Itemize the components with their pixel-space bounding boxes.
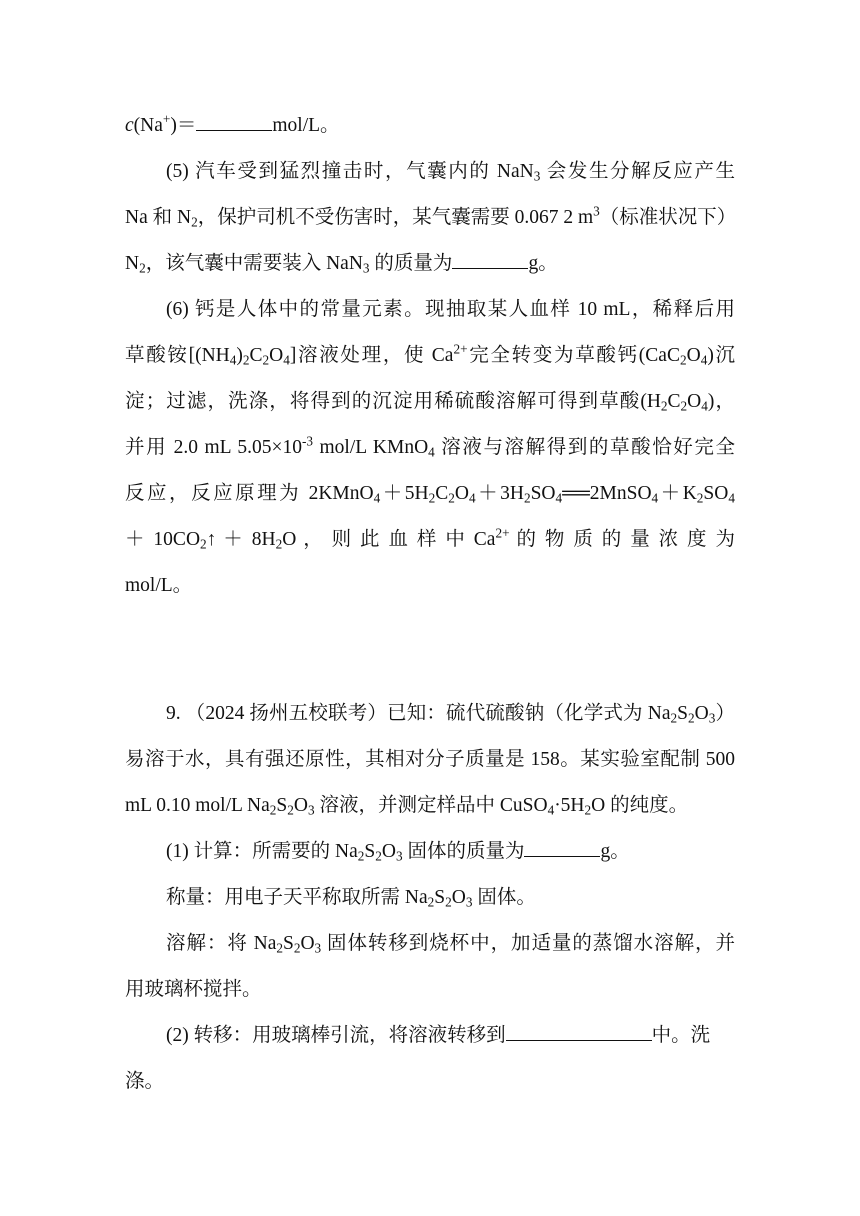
text: ＋K xyxy=(658,483,697,504)
text: 固体。 xyxy=(472,887,536,908)
text: (6) 钙是人体中的常量元素。现抽取某人血样 10 mL，稀释后用 xyxy=(166,299,735,320)
text: ＋3H xyxy=(475,483,524,504)
text: ，该气囊中需要装入 NaN xyxy=(145,253,363,274)
superscript: + xyxy=(162,111,171,127)
subscript: 2 xyxy=(357,848,365,864)
subscript: 2 xyxy=(584,802,592,818)
text: O xyxy=(686,345,701,366)
subscript: 2 xyxy=(523,490,531,506)
subscript: 4 xyxy=(701,398,708,414)
question-9-line-3 xyxy=(125,792,735,820)
subscript: 2 xyxy=(687,710,695,726)
text: g。 xyxy=(528,253,558,274)
text: SO xyxy=(530,483,556,504)
text: SO xyxy=(703,483,729,504)
answer-line-sodium-concentration xyxy=(125,112,735,140)
question-5-line-2 xyxy=(125,204,735,232)
subscript: 2 xyxy=(375,848,382,864)
text: 溶液与溶解得到的草酸恰好完全 xyxy=(434,437,735,458)
text: ·5H xyxy=(554,795,585,816)
subscript: 2 xyxy=(448,490,455,506)
question-6-line-1 xyxy=(166,296,735,324)
text: S xyxy=(282,933,294,954)
subscript: 2 xyxy=(275,536,283,552)
text: O 的纯度。 xyxy=(591,795,689,816)
question-9-dissolve-line-1 xyxy=(166,930,735,958)
answer-blank[interactable] xyxy=(452,250,528,269)
text: S xyxy=(434,887,446,908)
text: ]溶液处理，使 Ca xyxy=(289,345,454,366)
superscript: 2+ xyxy=(495,525,510,541)
subscript: 2 xyxy=(670,710,678,726)
text: mol/L KMnO xyxy=(313,437,429,458)
text: 溶液，并测定样品中 CuSO xyxy=(314,795,548,816)
subscript: 4 xyxy=(229,352,237,368)
subscript: 2 xyxy=(139,260,146,276)
text: ＋5H xyxy=(380,483,429,504)
subscript: 2 xyxy=(427,894,435,910)
subscript: 2 xyxy=(200,536,207,552)
text: S xyxy=(276,795,288,816)
text: 草酸铵[(NH xyxy=(125,345,230,366)
text: S xyxy=(677,703,688,724)
question-9-dissolve-line-2 xyxy=(125,976,735,1004)
question-9-part-2-line-2 xyxy=(125,1068,735,1096)
text: (Na xyxy=(133,115,163,136)
answer-blank[interactable] xyxy=(506,1022,652,1041)
question-5-line-1 xyxy=(166,158,735,186)
text: ══2MnSO xyxy=(562,483,652,504)
subscript: 4 xyxy=(728,490,735,506)
subscript: 2 xyxy=(428,490,436,506)
superscript: 3 xyxy=(593,203,600,219)
subscript: 2 xyxy=(242,352,250,368)
text: ↑ ＋ 8H xyxy=(206,529,276,550)
subscript: 3 xyxy=(395,848,403,864)
text: ) xyxy=(236,345,243,366)
text: 称量：用电子天平称取所需 Na xyxy=(166,887,428,908)
subscript: 4 xyxy=(373,490,381,506)
text: O xyxy=(269,345,284,366)
text: 固体转移到烧杯中，加适量的蒸馏水溶解，并 xyxy=(321,933,735,954)
text: 易溶于水，具有强还原性，其相对分子质量是 158。某实验室配制 500 xyxy=(125,749,735,770)
subscript: 3 xyxy=(362,260,370,276)
text: mol/L。 xyxy=(125,575,193,596)
text: O ， 则 此 血 样 中 Ca xyxy=(282,529,496,550)
subscript: 2 xyxy=(269,802,277,818)
subscript: 2 xyxy=(696,490,704,506)
text: )＝ xyxy=(170,115,197,136)
text: ） xyxy=(715,703,735,724)
text: 涤。 xyxy=(125,1071,165,1092)
superscript: -3 xyxy=(301,433,314,449)
text: 溶解：将 Na xyxy=(166,933,277,954)
subscript: 4 xyxy=(428,444,435,460)
text: 并用 2.0 mL 5.05×10 xyxy=(125,437,302,458)
text: 的质量为 xyxy=(369,253,453,274)
subscript: 2 xyxy=(660,398,668,414)
answer-blank[interactable] xyxy=(196,112,272,131)
text: （标准状况下） xyxy=(599,207,737,228)
subscript: 2 xyxy=(276,940,283,956)
text: O xyxy=(454,483,469,504)
text: mol/L。 xyxy=(272,115,340,136)
subscript: 2 xyxy=(191,214,198,230)
text: g。 xyxy=(600,841,630,862)
text: ＋ 10CO xyxy=(125,529,201,550)
subscript: 4 xyxy=(283,352,290,368)
text: 淀；过滤，洗涤，将得到的沉淀用稀硫酸溶解可得到草酸(H xyxy=(125,391,661,412)
subscript: 3 xyxy=(708,710,716,726)
text: c xyxy=(125,115,134,136)
subscript: 2 xyxy=(445,894,452,910)
text: C xyxy=(667,391,681,412)
subscript: 2 xyxy=(680,398,688,414)
text: O xyxy=(694,703,709,724)
text: O xyxy=(293,795,308,816)
subscript: 3 xyxy=(465,894,473,910)
question-6-line-2 xyxy=(125,342,735,370)
subscript: 4 xyxy=(651,490,659,506)
text: 9. （2024 扬州五校联考）已知：硫代硫酸钠（化学式为 Na xyxy=(166,703,671,724)
text: (5) 汽车受到猛烈撞击时，气囊内的 NaN xyxy=(166,161,534,182)
subscript: 2 xyxy=(262,352,270,368)
text: O xyxy=(381,841,396,862)
question-6-line-5 xyxy=(125,480,735,508)
text: N xyxy=(125,253,140,274)
subscript: 2 xyxy=(679,352,687,368)
question-6-line-6 xyxy=(125,526,735,554)
text: C xyxy=(249,345,263,366)
question-9-part-1 xyxy=(166,838,735,866)
question-9-part-2 xyxy=(166,1022,735,1050)
text: ，保护司机不受伤害时，某气囊需要 0.067 2 m xyxy=(197,207,594,228)
subscript: 3 xyxy=(533,168,541,184)
subscript: 4 xyxy=(468,490,476,506)
subscript: 3 xyxy=(308,802,315,818)
question-6-line-7 xyxy=(125,572,735,600)
text: mL 0.10 mol/L Na xyxy=(125,795,270,816)
superscript: 2+ xyxy=(453,341,468,357)
question-6-line-3 xyxy=(125,388,735,416)
text: 完全转变为草酸钙(CaC xyxy=(467,345,680,366)
subscript: 2 xyxy=(293,940,301,956)
text: O xyxy=(687,391,702,412)
text: 用玻璃杯搅拌。 xyxy=(125,979,262,1000)
text: O xyxy=(300,933,315,954)
question-6-line-4 xyxy=(125,434,735,462)
text: 固体的质量为 xyxy=(402,841,525,862)
answer-blank[interactable] xyxy=(524,838,600,857)
text: 会发生分解反应产生 xyxy=(540,161,735,182)
question-9-line-1 xyxy=(166,700,735,728)
subscript: 3 xyxy=(314,940,322,956)
text: 中。洗 xyxy=(651,1025,711,1046)
subscript: 4 xyxy=(547,802,555,818)
subscript: 4 xyxy=(555,490,563,506)
text: 反应，反应原理为 2KMnO xyxy=(125,483,374,504)
text: (2) 转移：用玻璃棒引流，将溶液转移到 xyxy=(166,1025,506,1046)
text: C xyxy=(435,483,449,504)
question-9-weighing xyxy=(166,884,735,912)
text: S xyxy=(364,841,376,862)
subscript: 4 xyxy=(700,352,708,368)
text: O xyxy=(451,887,466,908)
question-9-line-2 xyxy=(125,746,735,774)
text: Na 和 N xyxy=(125,207,192,228)
text: 的 物 质 的 量 浓 度 为 xyxy=(509,529,735,550)
subscript: 2 xyxy=(287,802,294,818)
question-5-line-3 xyxy=(125,250,735,278)
text: (1) 计算：所需要的 Na xyxy=(166,841,358,862)
text: )， xyxy=(707,391,735,412)
text: )沉 xyxy=(707,345,736,366)
